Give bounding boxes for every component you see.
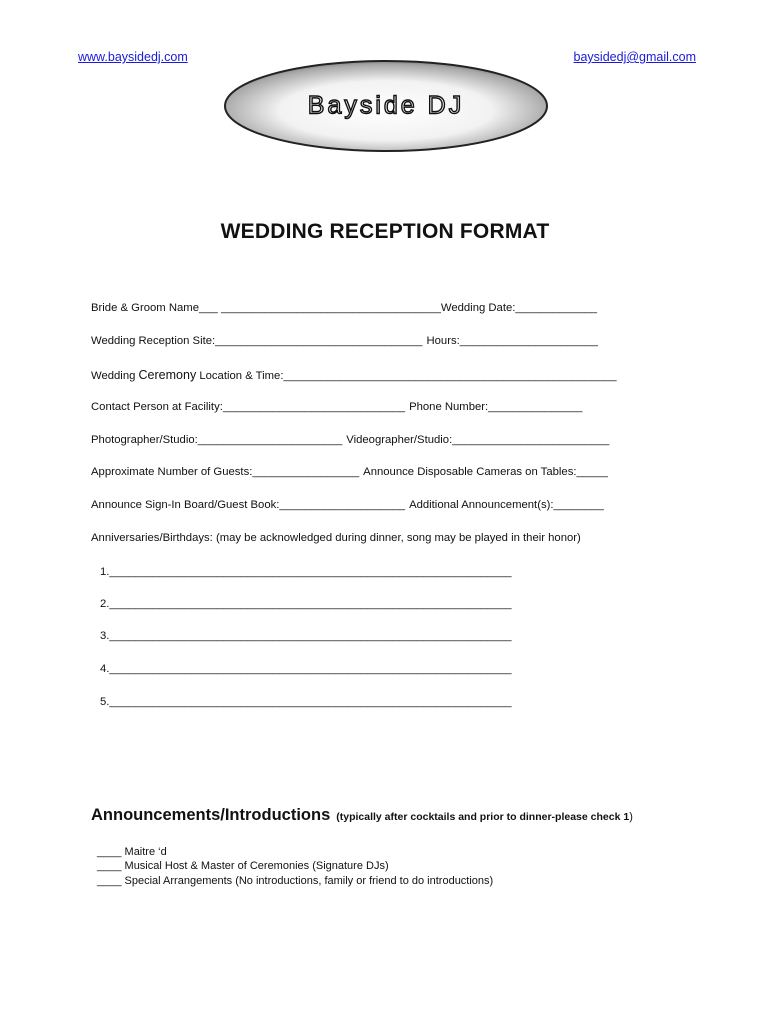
guest-count-field[interactable]: Approximate Number of Guests:_________________ bbox=[91, 466, 360, 478]
anniversary-line-4[interactable]: 4.________________________________________________________________ bbox=[100, 663, 512, 675]
videographer-field[interactable]: Videographer/Studio:_________________________ bbox=[346, 434, 610, 446]
logo-text: Bayside DJ bbox=[307, 91, 465, 120]
reception-site-field[interactable]: Wedding Reception Site:_________________________________ bbox=[91, 335, 423, 347]
disposable-cameras-field[interactable]: Announce Disposable Cameras on Tables:_____ bbox=[363, 466, 608, 478]
phone-number-field[interactable]: Phone Number:_______________ bbox=[409, 401, 583, 413]
anniversary-line-5[interactable]: 5.________________________________________________________________ bbox=[100, 696, 512, 708]
wedding-date-field[interactable]: Wedding Date:_____________ bbox=[440, 302, 598, 314]
ceremony-label-part2: Ceremony bbox=[138, 368, 197, 382]
announcements-heading-row bbox=[91, 806, 633, 825]
anniversary-line-1[interactable]: 1.________________________________________________________________ bbox=[100, 566, 512, 578]
option-special-arrangements[interactable]: ____ Special Arrangements (No introductions, family or friend to do introductions) bbox=[97, 875, 494, 887]
page-title: WEDDING RECEPTION FORMAT bbox=[220, 220, 550, 243]
announcements-note-close: ) bbox=[629, 811, 633, 823]
guest-book-field[interactable]: Announce Sign-In Board/Guest Book:____________________ bbox=[91, 499, 406, 511]
contact-row bbox=[91, 401, 582, 413]
email-link[interactable]: baysidedj@gmail.com bbox=[573, 50, 696, 64]
additional-announcements-field[interactable]: Additional Announcement(s):________ bbox=[409, 499, 604, 511]
option-musical-host[interactable]: ____ Musical Host & Master of Ceremonies (Signature DJs) bbox=[97, 860, 389, 872]
bride-groom-field[interactable]: Bride & Groom Name___ ___________________________________ bbox=[91, 302, 441, 314]
ceremony-row bbox=[91, 368, 616, 382]
announcements-note: (typically after cocktails and prior to dinner-please check 1 bbox=[336, 811, 630, 823]
hours-field[interactable]: Hours:______________________ bbox=[426, 335, 598, 347]
ceremony-label-part1: Wedding bbox=[91, 370, 139, 382]
photo-video-row bbox=[91, 434, 609, 446]
photographer-field[interactable]: Photographer/Studio:_______________________ bbox=[91, 434, 343, 446]
website-link[interactable]: www.baysidedj.com bbox=[78, 50, 188, 64]
anniversaries-label: Anniversaries/Birthdays: (may be acknowledged during dinner, song may be played in their honor) bbox=[91, 532, 581, 544]
bride-groom-row bbox=[91, 302, 597, 314]
contact-person-field[interactable]: Contact Person at Facility:_____________________________ bbox=[91, 401, 406, 413]
signin-row bbox=[91, 499, 604, 511]
anniversary-line-2[interactable]: 2.________________________________________________________________ bbox=[100, 598, 512, 610]
bayside-dj-logo bbox=[222, 58, 550, 154]
announcements-heading: Announcements/Introductions bbox=[91, 806, 331, 824]
anniversary-line-3[interactable]: 3.________________________________________________________________ bbox=[100, 630, 512, 642]
reception-site-row bbox=[91, 335, 598, 347]
guests-row bbox=[91, 466, 608, 478]
ceremony-location-field[interactable]: Location & Time:_____________________________________________________ bbox=[196, 370, 617, 382]
option-maitre-d[interactable]: ____ Maitre ‘d bbox=[97, 846, 167, 858]
